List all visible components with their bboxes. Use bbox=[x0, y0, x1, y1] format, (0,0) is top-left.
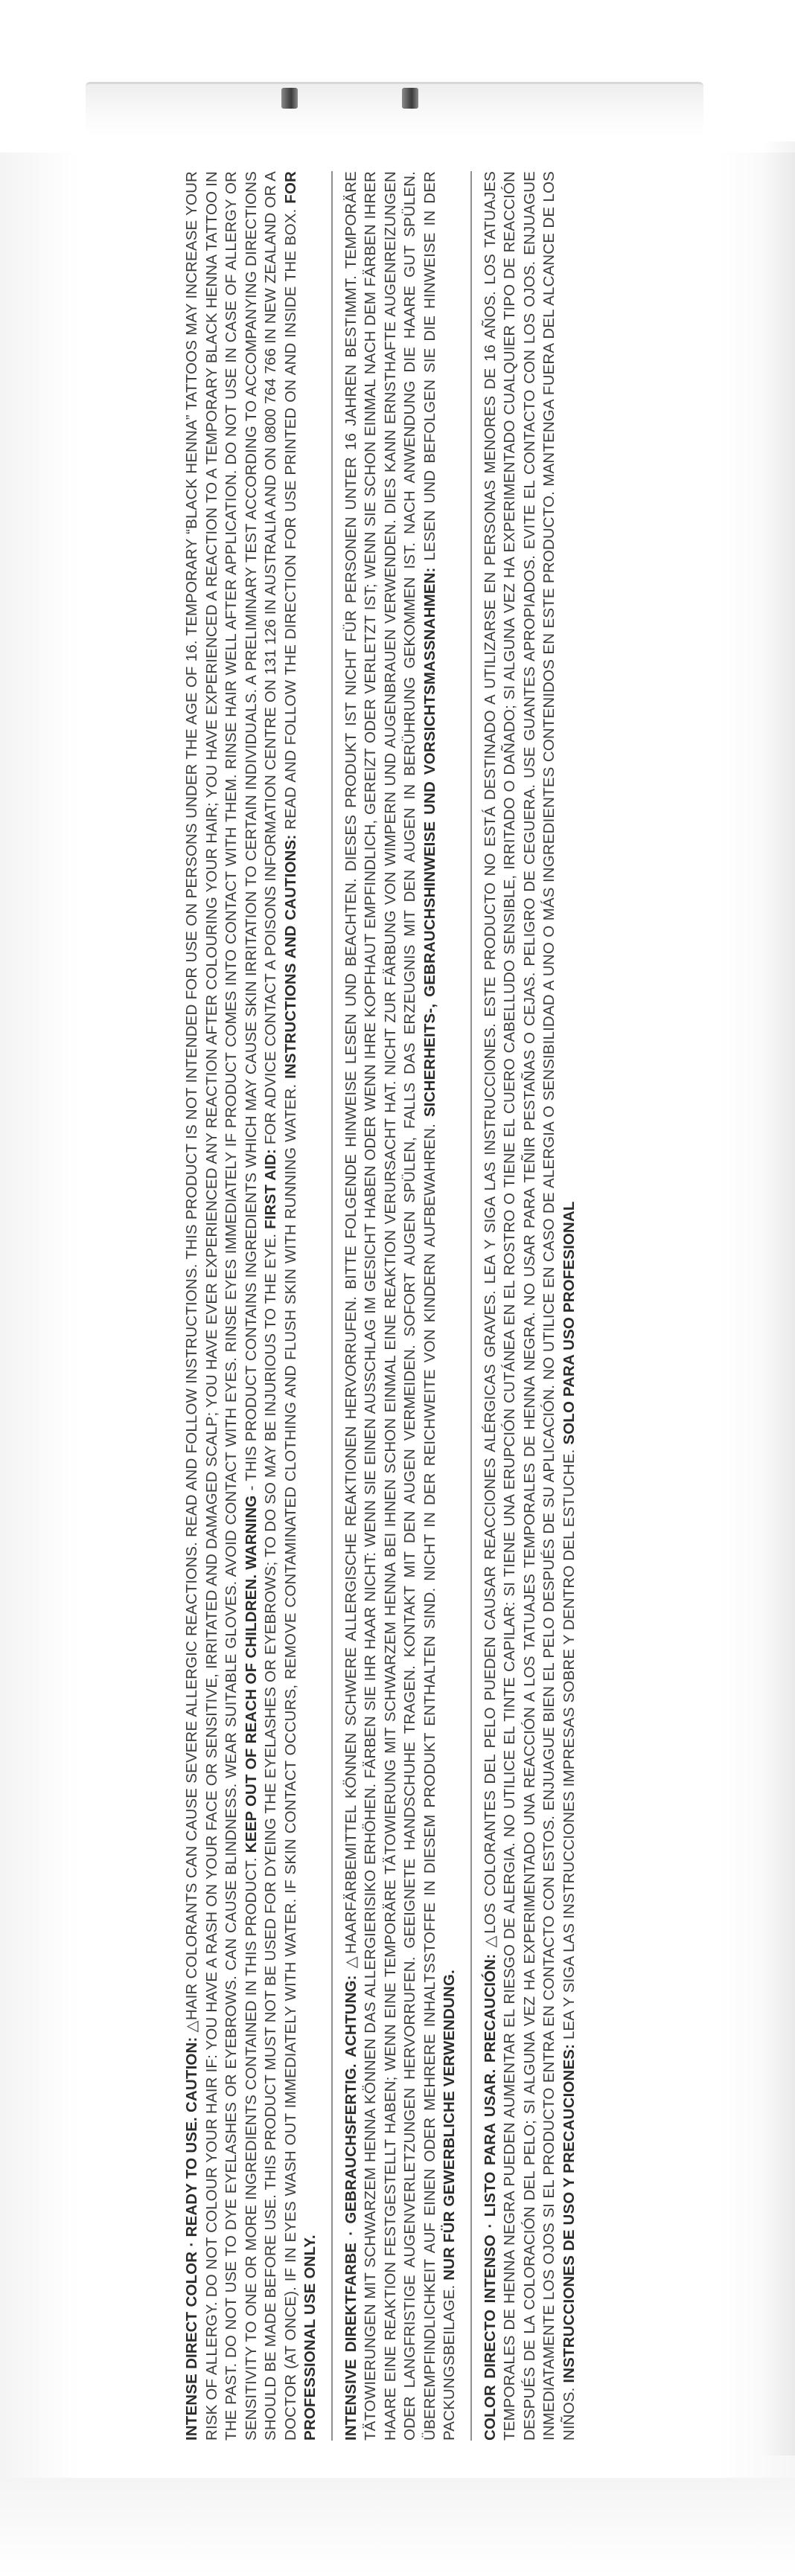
english-bold-4: FOR PROFESSIONAL USE ONLY. bbox=[281, 171, 319, 2441]
section-divider bbox=[470, 171, 472, 2441]
german-bold-1: SICHERHEITS-, GEBRAUCHSHINWEISE UND VORSICHTSMASSNAHMEN: bbox=[421, 567, 438, 1118]
lid-tab-marker bbox=[402, 88, 418, 109]
spanish-heading: COLOR DIRECTO INTENSO · LISTO PARA USAR. PRECAUCIÓN: bbox=[481, 1953, 499, 2441]
english-bold-3: INSTRUCTIONS AND CAUTIONS: bbox=[281, 834, 299, 1079]
side-shadow bbox=[762, 141, 795, 2455]
english-text-1: HAIR COLORANTS CAN CAUSE SEVERE ALLERGIC REACTIONS. READ AND FOLLOW INSTRUCTIONS. THIS PRODUCT IS NOT INTENDED FOR USE ON PERSONS UNDER THE AGE OF 16. TEMPORARY “BLACK HENNA” TATTOOS MAY INCREASE YOUR RISK OF ALLERGY. DO NOT COLOUR YOUR HAIR IF: YOU HAVE A RASH ON YOUR FACE OR SENSITIVE, IRRITATED AND DAMAGED SCALP; YOU HAVE EVER EXPERIENCED ANY REACTION AFTER COLOURING YOUR HAIR; YOU HAVE EXPERIENCED A REACTION TO A TEMPORARY BLACK HENNA TATTOO IN THE PAST. DO NOT USE TO DYE EYELASHES OR EYEBROWS. CAN CAUSE BLINDNESS. WEAR SUITABLE GLOVES. AVOID CONTACT WITH EYES. RINSE EYES IMMEDIATELY IF PRODUCT COMES INTO CONTACT WITH THEM. RINSE HAIR WELL AFTER APPLICATION. DO NOT USE IN CASE OF ALLERGY OR SENSITIVITY TO ONE OR MORE INGREDIENTS CONTAINED IN THIS PRODUCT. bbox=[183, 171, 260, 2441]
warning-triangle-icon: △ bbox=[342, 1953, 360, 1969]
lid-tab-marker bbox=[281, 88, 298, 109]
spanish-text-1: LOS COLORANTES DEL PELO PUEDEN CAUSAR REACCIONES ALÉRGICAS GRAVES. LEA Y SIGA LAS INSTRUCCIONES. ESTE PRODUCTO NO ESTÁ DESTINADO A UTILIZARSE EN PERSONAS MENORES DE 16 AÑOS. LOS TATUAJES TEMPORALES DE HENNA NEGRA PUEDEN AUMENTAR EL RIESGO DE ALERGIA. NO UTILICE EL TINTE CAPILAR: SI TIENE UNA ERUPCIÓN CUTÁNEA EN EL ROSTRO O TIENE EL CUERO CABELLUDO SENSIBLE, IRRITADO O DAÑADO; SI ALGUNA VEZ HA EXPERIMENTADO CUALQUIER TIPO DE REACCIÓN DESPUÉS DE LA COLORACIÓN DEL PELO; SI ALGUNA VEZ HA EXPERIMENTADO UNA REACCIÓN A LOS TATUAJES TEMPORALES DE HENNA NEGRA. NO USAR PARA TEÑIR PESTAÑAS O CEJAS. PELIGRO DE CEGUERA. USE GUANTES APROPIADOS. EVITE EL CONTACTO CON LOS OJOS. ENJUAGUE INMEDIATAMENTE LOS OJOS SI EL PRODUCTO ENTRA EN CONTACTO CON ESTOS. ENJUAGUE BIEN EL PELO DESPUÉS DE SU APLICACIÓN. NO UTILICE EN CASO DE ALERGIA O SENSIBILIDAD A UNO O MÁS INGREDIENTES CONTENIDOS EN ESTE PRODUCTO. MANTENGA FUERA DEL ALCANCE DE LOS NIÑOS. bbox=[481, 171, 578, 2441]
spanish-bold-1: INSTRUCCIONES DE USO Y PRECAUCIONES: bbox=[560, 2043, 578, 2383]
english-text-3: FOR ADVICE CONTACT A POISONS INFORMATION CENTRE ON 131 126 IN AUSTRALIA AND ON 0800 764 766 IN NEW ZEALAND OR A DOCTOR (AT ONCE). IF IN EYES WASH OUT IMMEDIATELY WITH WATER. IF SKIN CONTACT OCCURS, REMOVE CONTAMINATED CLOTHING AND FLUSH SKIN WITH RUNNING WATER. bbox=[262, 171, 299, 2441]
spanish-paragraph bbox=[481, 171, 580, 2441]
spanish-text-2: LEA Y SIGA LAS INSTRUCCIONES IMPRESAS SOBRE Y DENTRO DEL ESTUCHE. bbox=[560, 1449, 578, 2040]
box-top-edge bbox=[0, 0, 795, 153]
section-divider bbox=[331, 171, 333, 2441]
english-section bbox=[182, 171, 321, 2441]
warning-text-panel bbox=[182, 171, 614, 2441]
spanish-bold-2: SOLO PARA USO PROFESIONAL bbox=[560, 1201, 578, 1445]
english-bold-1: KEEP OUT OF REACH OF CHILDREN. WARNING bbox=[242, 1495, 260, 1853]
german-heading: INTENSIVE DIREKTFARBE · GEBRAUCHSFERTIG. ACHTUNG: bbox=[342, 1975, 360, 2441]
warning-triangle-icon: △ bbox=[183, 2020, 200, 2033]
english-bold-2: FIRST AID: bbox=[262, 1149, 279, 1229]
english-paragraph bbox=[182, 171, 321, 2441]
english-text-2: - THIS PRODUCT CONTAINS INGREDIENTS WHICH MAY CAUSE SKIN IRRITATION TO CERTAIN INDIVIDUALS. A PRELIMINARY TEST ACCORDING TO ACCOMPANYING DIRECTIONS SHOULD BE MADE BEFORE USE. THIS PRODUCT MUST NOT BE USED FOR DYEING THE EYELASHES OR EYEBROWS; TO DO SO MAY BE INJURIOUS TO THE EYE. bbox=[242, 171, 279, 2441]
german-paragraph bbox=[342, 171, 460, 2441]
spanish-section bbox=[481, 171, 580, 2441]
warning-triangle-icon: △ bbox=[481, 1933, 499, 1948]
german-text-1: HAARFÄRBEMITTEL KÖNNEN SCHWERE ALLERGISCHE REAKTIONEN HERVORRUFEN. BITTE FOLGENDE HINWEISE LESEN UND BEACHTEN. DIESES PRODUKT IST NICHT FÜR PERSONEN UNTER 16 JAHREN BESTIMMT. TEMPORÄRE TÄTOWIERUNGEN MIT SCHWARZEM HENNA KÖNNEN DAS ALLERGIERISIKO ERHÖHEN. FÄRBEN SIE IHR HAAR NICHT: WENN SIE EINEN AUSSCHLAG IM GESICHT HABEN ODER WENN IHRE KOPFHAUT EMPFINDLICH, GEREIZT ODER VERLETZT IST; WENN SIE SCHON EINMAL NACH DEM FÄRBEN IHRER HAARE EINE REAKTION FESTGESTELLT HABEN; WENN EINE TEMPORÄRE TÄTOWIERUNG MIT SCHWARZEM HENNA BEI IHNEN SCHON EINMAL EINE REAKTION VERURSACHT HAT. NICHT ZUR FÄRBUNG VON WIMPERN UND AUGENBRAUEN VERWENDEN. DIES KANN ERNSTHAFTE AUGENREIZUNGEN ODER LANGFRISTIGE AUGENVERLETZUNGEN HERVORRUFEN. GEEIGNETE HANDSCHUHE TRAGEN. KONTAKT MIT DEN AUGEN VERMEIDEN. SOFORT AUGEN SPÜLEN, FALLS DAS ERZEUGNIS MIT DEN AUGEN IN BERÜHRUNG GEKOMMEN IST. NACH ANWENDUNG DIE HAARE GUT SPÜLEN. ÜBEREMPFINDLICHKEIT AUF EINEN ODER MEHRERE INHALTSSTOFFE IN DIESEM PRODUKT ENTHALTEN SIND. NICHT IN DER REICHWEITE VON KINDERN AUFBEWAHREN. bbox=[342, 171, 438, 2441]
box-lid-flap bbox=[86, 82, 703, 136]
box-bottom-edge bbox=[0, 2478, 795, 2576]
english-heading: INTENSE DIRECT COLOR · READY TO USE. CAUTION: bbox=[183, 2037, 200, 2441]
german-bold-2: NUR FÜR GEWERBLICHE VERWENDUNG. bbox=[441, 1970, 458, 2281]
german-text-2: LESEN UND BEFOLGEN SIE DIE HINWEISE IN DER PACKUNGSBEILAGE. bbox=[421, 171, 458, 2441]
english-text-4: READ AND FOLLOW THE DIRECTION FOR USE PRINTED ON AND INSIDE THE BOX. bbox=[281, 208, 299, 830]
german-section bbox=[342, 171, 460, 2441]
